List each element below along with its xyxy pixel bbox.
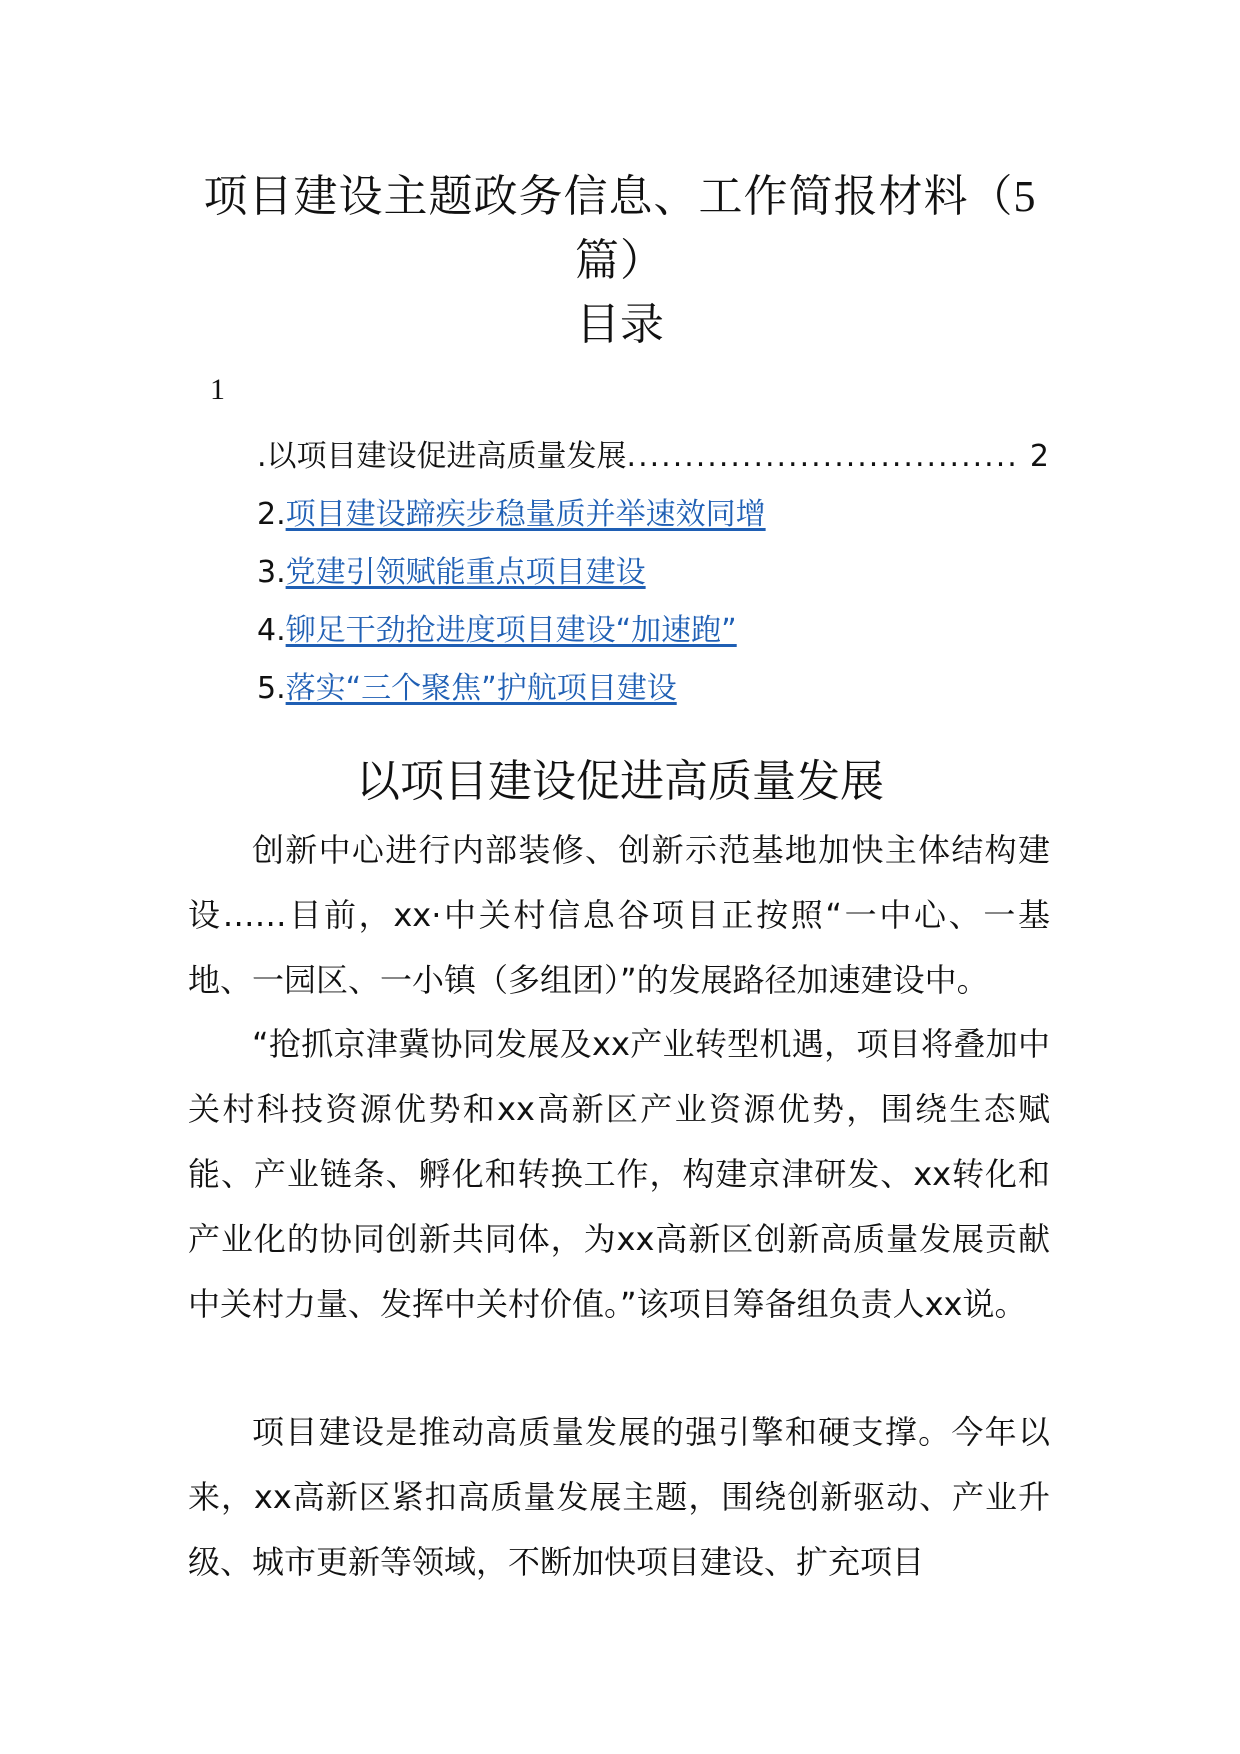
toc-entry-3[interactable] xyxy=(257,551,646,595)
toc-entry-number: 2. xyxy=(257,497,286,532)
toc-entry-5[interactable] xyxy=(257,667,677,711)
document-title xyxy=(190,165,1050,293)
toc-dot-leader: .................................. xyxy=(626,439,1019,474)
document-title-count: 5 xyxy=(1013,172,1037,221)
toc-entry-number: 5. xyxy=(257,671,286,706)
toc-entry-link[interactable]: 落实“三个聚焦”护航项目建设 xyxy=(285,671,677,706)
toc-entry-number: 3. xyxy=(257,555,286,590)
toc-entry-2[interactable] xyxy=(257,493,766,537)
toc-heading: 目录 xyxy=(576,299,664,350)
toc-entry-1[interactable] xyxy=(257,435,1049,479)
toc-entry-label: .以项目建设促进高质量发展 xyxy=(257,439,627,474)
toc-entry-link[interactable]: 项目建设蹄疾步稳量质并举速效同增 xyxy=(285,497,766,532)
document-title-line2: 篇） xyxy=(575,235,665,286)
toc-entry-link[interactable]: 党建引领赋能重点项目建设 xyxy=(285,555,646,590)
body-paragraph: 项目建设是推动高质量发展的强引擎和硬支撑。今年以来，xx高新区紧扣高质量发展主题，围绕创新驱动、产业升级、城市更新等领域，不断加快项目建设、扩充项目 xyxy=(188,1413,1050,1581)
body-paragraph: “抢抓京津冀协同发展及xx产业转型机遇，项目将叠加中关村科技资源优势和xx高新区产业资源优势，围绕生态赋能、产业链条、孵化和转换工作，构建京津研发、xx转化和产业化的协同创新共同体，为xx高新区创新高质量发展贡献中关村力量、发挥中关村价值。”该项目筹备组负责人xx说。 xyxy=(188,1025,1050,1323)
document-title-text: 项目建设主题政务信息、工作简报材料（ xyxy=(203,171,1014,222)
toc-entry-number: 4. xyxy=(257,613,286,648)
toc-page-number: 1 xyxy=(210,373,225,406)
toc-entry-link[interactable]: 铆足干劲抢进度项目建设“加速跑” xyxy=(285,613,737,648)
section-title: 以项目建设促进高质量发展 xyxy=(356,756,884,807)
body-paragraph: 创新中心进行内部装修、创新示范基地加快主体结构建设……目前，xx·中关村信息谷项目正按照“一中心、一基地、一园区、一小镇（多组团）”的发展路径加速建设中。 xyxy=(188,831,1050,999)
toc-entry-4[interactable] xyxy=(257,609,737,653)
toc-entry-page: 2 xyxy=(1029,439,1049,474)
